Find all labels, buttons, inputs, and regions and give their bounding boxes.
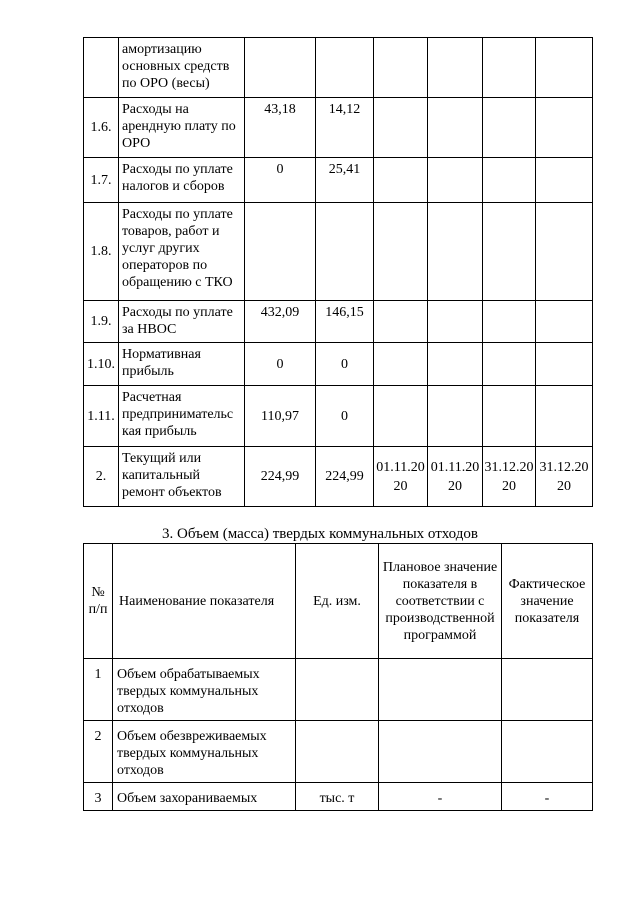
table-row <box>84 447 593 507</box>
row-number: 1 <box>84 659 113 721</box>
cell-value <box>483 158 536 203</box>
costs-table <box>83 37 593 507</box>
cell-value <box>536 386 593 447</box>
row-unit <box>296 659 379 721</box>
row-name: Расходы по уплате налогов и сборов <box>119 158 245 203</box>
cell-value <box>374 343 428 386</box>
row-planned: - <box>379 783 502 811</box>
row-name: Текущий или капитальный ремонт объектов <box>119 447 245 507</box>
header-row <box>84 544 593 659</box>
table-row <box>84 158 593 203</box>
cell-value: 146,15 <box>316 301 374 343</box>
waste-volume-table <box>83 543 593 811</box>
cell-value <box>536 98 593 158</box>
end-date-cell: 31.12.2020 <box>483 447 536 507</box>
header-name: Наименование показателя <box>113 544 296 659</box>
row-planned <box>379 659 502 721</box>
cell-value <box>483 203 536 301</box>
start-date-cell: 01.11.2020 <box>428 447 483 507</box>
cell-value <box>374 386 428 447</box>
row-name: Расходы на арендную плату по ОРО <box>119 98 245 158</box>
header-actual: Фактическое значение показателя <box>502 544 593 659</box>
row-number: 1.9. <box>84 301 119 343</box>
cell-value: 0 <box>245 343 316 386</box>
row-name: Объем захораниваемых <box>113 783 296 811</box>
table-row <box>84 659 593 721</box>
cell-value <box>428 203 483 301</box>
row-number: 1.11. <box>84 386 119 447</box>
cell-value <box>428 386 483 447</box>
cell-value <box>428 98 483 158</box>
row-number: 1.10. <box>84 343 119 386</box>
table-row <box>84 386 593 447</box>
row-unit: тыс. т <box>296 783 379 811</box>
cell-value <box>536 343 593 386</box>
header-unit: Ед. изм. <box>296 544 379 659</box>
table-row <box>84 203 593 301</box>
cell-value <box>428 301 483 343</box>
row-name: Нормативная прибыль <box>119 343 245 386</box>
cell-value: 0 <box>316 386 374 447</box>
row-unit <box>296 721 379 783</box>
header-planned: Плановое значение показателя в соответствии с производственной программой <box>379 544 502 659</box>
cell-value: 432,09 <box>245 301 316 343</box>
cell-value <box>428 38 483 98</box>
row-number: 1.7. <box>84 158 119 203</box>
header-num: № п/п <box>84 544 113 659</box>
table-row <box>84 301 593 343</box>
cell-value: 224,99 <box>245 447 316 507</box>
row-name: Расходы по уплате за НВОС <box>119 301 245 343</box>
row-actual: - <box>502 783 593 811</box>
cell-value <box>536 158 593 203</box>
row-name: Расчетная предпринимательс кая прибыль <box>119 386 245 447</box>
start-date-cell: 01.11.2020 <box>374 447 428 507</box>
cell-value <box>428 158 483 203</box>
cell-value: 0 <box>245 158 316 203</box>
cell-value <box>536 203 593 301</box>
cell-value <box>316 203 374 301</box>
cell-value <box>374 203 428 301</box>
table-row <box>84 343 593 386</box>
row-number: 2. <box>84 447 119 507</box>
row-actual <box>502 721 593 783</box>
row-number: 1.8. <box>84 203 119 301</box>
end-date-cell: 31.12.2020 <box>536 447 593 507</box>
cell-value: 0 <box>316 343 374 386</box>
cell-value <box>483 301 536 343</box>
cell-value <box>483 98 536 158</box>
cell-value: 110,97 <box>245 386 316 447</box>
row-number: 1.6. <box>84 98 119 158</box>
table-row <box>84 783 593 811</box>
row-name: Объем обрабатываемых твердых коммунальных отходов <box>113 659 296 721</box>
cell-value <box>374 98 428 158</box>
cell-value <box>374 38 428 98</box>
table-row <box>84 38 593 98</box>
table-row <box>84 721 593 783</box>
section-title: 3. Объем (масса) твердых коммунальных отходов <box>162 526 478 542</box>
row-actual <box>502 659 593 721</box>
row-name: Объем обезвреживаемых твердых коммунальных отходов <box>113 721 296 783</box>
cell-value: 43,18 <box>245 98 316 158</box>
row-number <box>84 38 119 98</box>
cell-value <box>483 343 536 386</box>
cell-value <box>374 301 428 343</box>
cell-value <box>483 386 536 447</box>
cell-value <box>316 38 374 98</box>
cell-value <box>536 301 593 343</box>
row-name: Расходы по уплате товаров, работ и услуг других операторов по обращению с ТКО <box>119 203 245 301</box>
cell-value: 14,12 <box>316 98 374 158</box>
cell-value <box>483 38 536 98</box>
cell-value <box>428 343 483 386</box>
table-row <box>84 98 593 158</box>
row-name: амортизацию основных средств по ОРО (весы) <box>119 38 245 98</box>
cell-value <box>245 203 316 301</box>
cell-value: 224,99 <box>316 447 374 507</box>
row-planned <box>379 721 502 783</box>
row-number: 2 <box>84 721 113 783</box>
cell-value: 25,41 <box>316 158 374 203</box>
row-number: 3 <box>84 783 113 811</box>
cell-value <box>374 158 428 203</box>
cell-value <box>245 38 316 98</box>
cell-value <box>536 38 593 98</box>
